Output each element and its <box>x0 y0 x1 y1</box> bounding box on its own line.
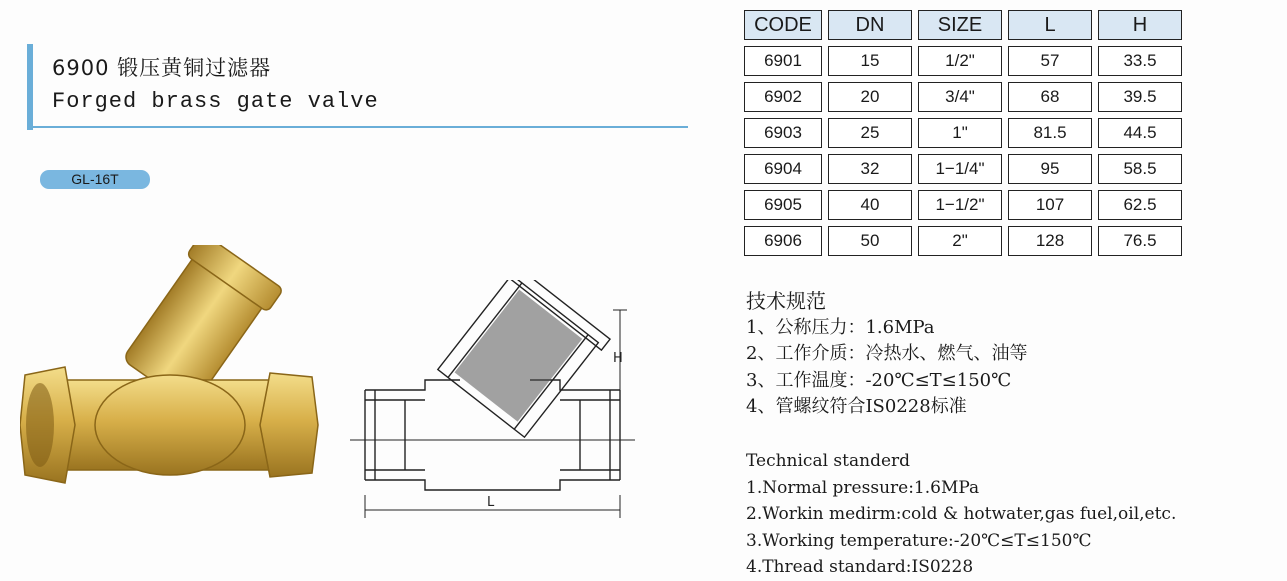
table-cell: 76.5 <box>1098 226 1182 256</box>
tech-spec-cn-item: 4、管螺纹符合IS0228标准 <box>746 396 967 417</box>
tech-spec-en <box>746 448 1176 581</box>
tech-spec-cn <box>746 288 1027 421</box>
table-cell: 58.5 <box>1098 154 1182 184</box>
table-cell: 39.5 <box>1098 82 1182 112</box>
table-cell: 68 <box>1008 82 1092 112</box>
table-cell: 50 <box>828 226 912 256</box>
table-cell: 20 <box>828 82 912 112</box>
table-cell: 1−1/4" <box>918 154 1002 184</box>
table-cell: 33.5 <box>1098 46 1182 76</box>
table-cell: 2" <box>918 226 1002 256</box>
column-header: H <box>1098 10 1182 40</box>
table-row <box>744 118 1182 148</box>
dimension-h-label: H <box>613 351 623 366</box>
table-header-row <box>744 10 1182 40</box>
table-cell: 32 <box>828 154 912 184</box>
table-row <box>744 82 1182 112</box>
tech-spec-cn-item: 1、公称压力：1.6MPa <box>746 316 935 338</box>
product-photo <box>20 245 320 505</box>
table-cell: 6906 <box>744 226 822 256</box>
tech-spec-en-item: 3.Working temperature:-20℃≤T≤150℃ <box>746 530 1092 551</box>
tech-spec-en-heading: Technical standerd <box>746 451 911 471</box>
tech-spec-cn-item: 3、工作温度：-20℃≤T≤150℃ <box>746 369 1012 391</box>
dimension-l-label: L <box>487 495 495 510</box>
tech-spec-en-item: 4.Thread standard:IS0228 <box>746 557 974 577</box>
title-underline <box>33 126 688 128</box>
table-cell: 15 <box>828 46 912 76</box>
product-title-cn: 6900 锻压黄铜过滤器 <box>52 56 272 80</box>
table-row <box>744 226 1182 256</box>
table-row <box>744 154 1182 184</box>
spec-table <box>738 4 1188 262</box>
table-row <box>744 190 1182 220</box>
column-header: L <box>1008 10 1092 40</box>
column-header: DN <box>828 10 912 40</box>
table-cell: 57 <box>1008 46 1092 76</box>
title-accent-bar <box>27 44 33 130</box>
table-cell: 40 <box>828 190 912 220</box>
tech-spec-en-item: 2.Workin medirm:cold & hotwater,gas fuel,oil,etc. <box>746 504 1177 524</box>
table-cell: 3/4" <box>918 82 1002 112</box>
table-cell: 6901 <box>744 46 822 76</box>
table-cell: 95 <box>1008 154 1092 184</box>
table-cell: 6902 <box>744 82 822 112</box>
table-cell: 107 <box>1008 190 1092 220</box>
table-cell: 81.5 <box>1008 118 1092 148</box>
table-cell: 44.5 <box>1098 118 1182 148</box>
column-header: SIZE <box>918 10 1002 40</box>
tech-spec-en-item: 1.Normal pressure:1.6MPa <box>746 477 980 498</box>
tech-spec-cn-item: 2、工作介质：冷热水、燃气、油等 <box>746 343 1028 364</box>
table-cell: 6905 <box>744 190 822 220</box>
column-header: CODE <box>744 10 822 40</box>
table-row <box>744 46 1182 76</box>
table-cell: 6904 <box>744 154 822 184</box>
table-cell: 1" <box>918 118 1002 148</box>
table-cell: 128 <box>1008 226 1092 256</box>
table-cell: 62.5 <box>1098 190 1182 220</box>
table-cell: 6903 <box>744 118 822 148</box>
table-cell: 1−1/2" <box>918 190 1002 220</box>
table-cell: 25 <box>828 118 912 148</box>
cross-section-drawing <box>345 280 645 525</box>
table-cell: 1/2" <box>918 46 1002 76</box>
product-title-en: Forged brass gate valve <box>52 89 379 114</box>
tech-spec-cn-heading: 技术规范 <box>746 289 826 313</box>
model-badge: GL-16T <box>40 170 150 189</box>
